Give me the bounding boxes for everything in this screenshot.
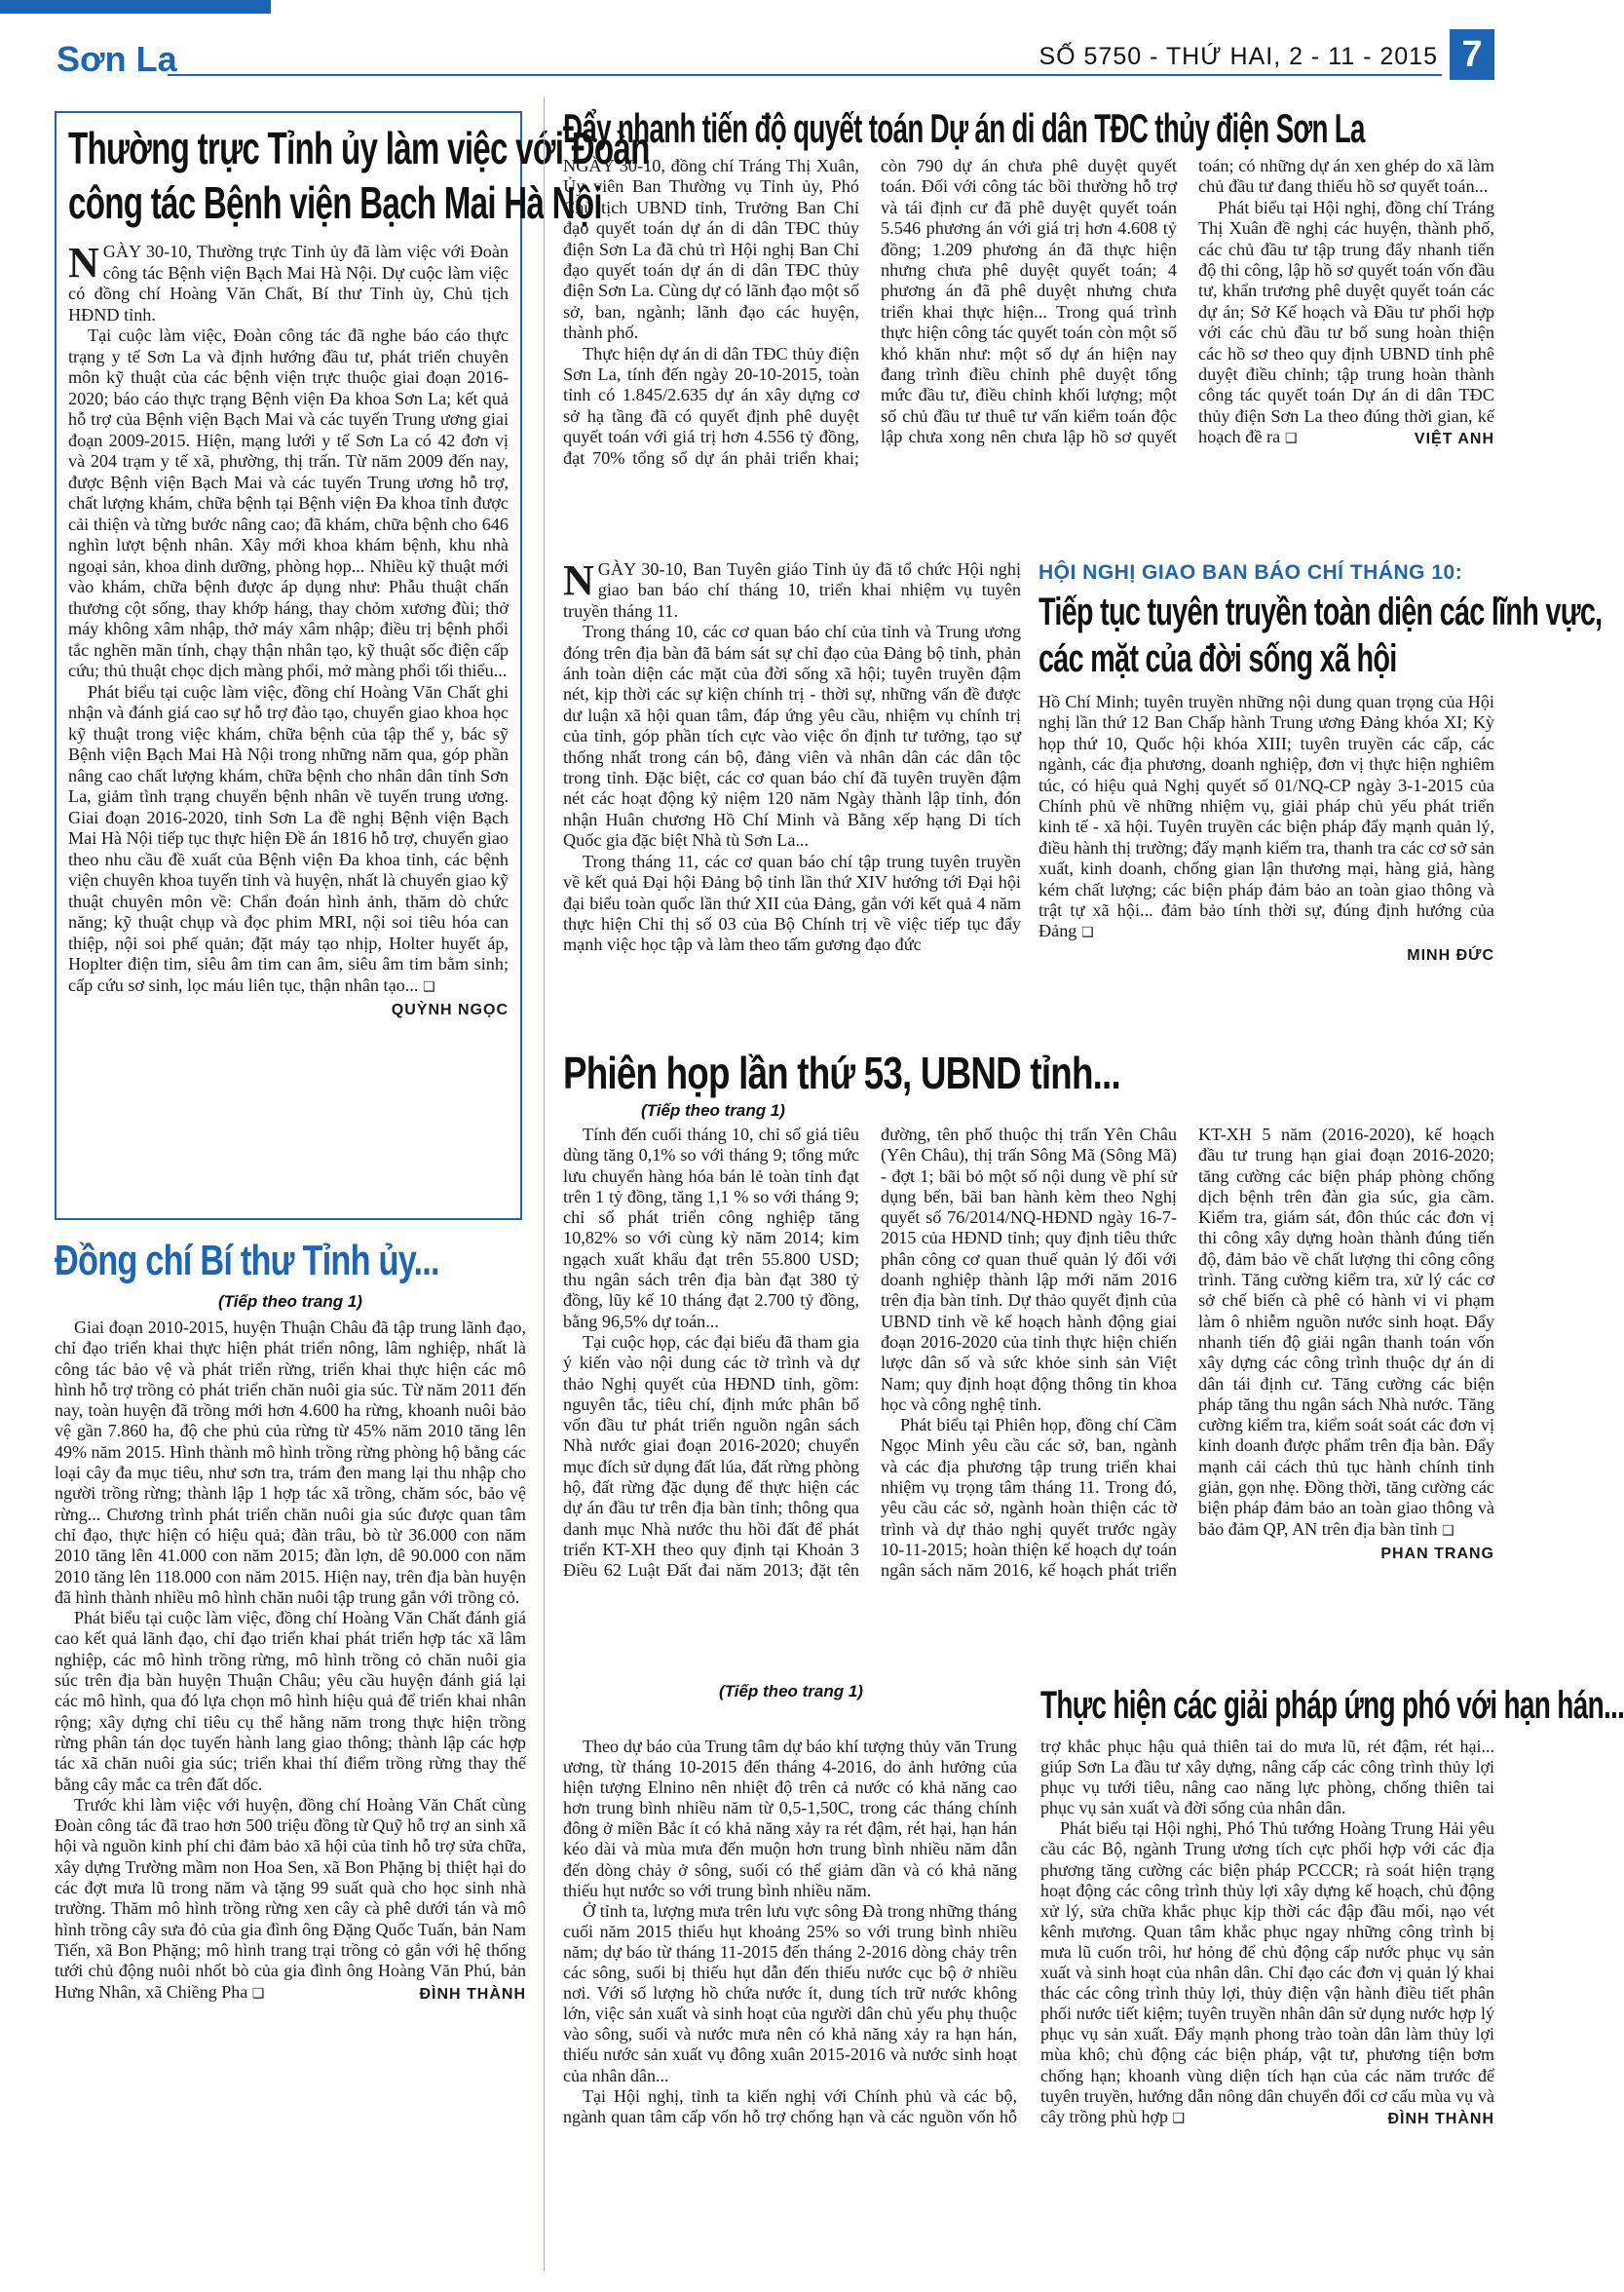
end-square-icon: ❑	[1284, 431, 1298, 447]
author-byline: VIỆT ANH	[1414, 431, 1494, 448]
paragraph: Giai đoạn 2010-2015, huyện Thuận Châu đã tập trung lãnh đạo, chỉ đạo triển khai thực hiện phát triển nông, lâm nghiệp, nhất là công tác bảo vệ và phát triển rừng, triển khai thực hiện các mô hình hỗ trợ trồng cỏ phát triển chăn nuôi gia súc. Từ năm 2011 đến nay, toàn huyện đã trồng mới hơn 4.600 ha rừng, khoanh nuôi bảo vệ gần 7.860 ha, độ che phủ của rừng từ 45% năm 2010 tăng lên 49% năm 2015. Hình thành mô hình trồng rừng phòng hộ bằng các loại cây đa mục tiêu, như sơn tra, trám đen mang lại thu nhập cho người trồng rừng; thành lập 1 hợp tác xã trồng, chăm sóc, bảo vệ rừng... Chương trình phát triển chăn nuôi gia súc được quan tâm chỉ đạo, thực hiện có hiệu quả; đàn trâu, bò từ 36.000 con năm 2010 tăng lên 41.000 con năm 2015; đàn lợn, dê 90.000 con năm 2010 tăng lên 118.000 con năm 2015. Hiện nay, trên địa bàn huyện đã hình thành nhiều mô hình chăn nuôi tập trung gắn với trồng cỏ.	[55, 1318, 526, 1607]
article-quyet-toan	[563, 101, 1494, 573]
author-byline: MINH ĐỨC	[1407, 946, 1494, 964]
paragraph: Thực hiện dự án di dân TĐC thủy điện Sơn La, tính đến ngày 20-10-2015, toàn tỉnh có 1.845/2.635 dự án xây dựng cơ sở hạ tầng đã có quyết định phê duyệt quyết toán với giá trị hơn 4.556 tỷ đồng, đạt 70% tổng số dự án phải triển khai; còn 790 dự án chưa phê duyệt quyết toán. Đối với công tác bồi thường hỗ trợ và tái định cư đã phê duyệt quyết toán 5.546 phương án với giá trị hơn 4.608 tỷ đồng; 1.209 phương án đã thực hiện nhưng chưa phê duyệt quyết toán; 4 phương án đã phê duyệt nhưng chưa triển khai thực hiện... Trong quá trình thực hiện công tác quyết toán còn một số khó khăn như: một số dự án hiện nay đang trình điều chỉnh phê duyệt tổng mức đầu tư, điều chỉnh khối lượng; một số chủ đầu tư thuê tư vấn kiểm toán độc lập chưa xong nên chưa lập hồ sơ quyết toán; có những dự án xen ghép do xã làm chủ đầu tư đang thiếu hồ sơ quyết toán...	[563, 156, 1494, 468]
column-divider	[544, 97, 545, 2271]
article-phien-hop	[563, 1045, 1494, 1662]
paragraph: NGÀY 30-10, Thường trực Tỉnh ủy đã làm việc với Đoàn công tác Bệnh viện Bạch Mai Hà Nội. Dự cuộc làm việc có đồng chí Hoàng Văn Chất, Bí thư Tỉnh ủy, Chủ tịch HĐND tỉnh.	[68, 239, 509, 325]
author-line	[1039, 944, 1494, 966]
article-body	[563, 1737, 1494, 2129]
paragraph: Trong tháng 11, các cơ quan báo chí tập trung tuyên truyền về kết quả Đại hội Đảng bộ tỉnh lần thứ XIV hướng tới Đại hội đại biểu toàn quốc lần thứ XII của Đảng, gắn với kết quả 4 năm thực hiện Chỉ thị số 03 của Bộ Chính trị về việc tiếp tục đẩy mạnh việc học tập và làm theo tấm gương đạo đức	[563, 851, 1021, 955]
paragraph: Trước khi làm việc với huyện, đồng chí Hoàng Văn Chất cùng Đoàn công tác đã trao hơn 500 triệu đồng từ Quỹ hỗ trợ an sinh xã hội và nguồn kinh phí chi đảm bảo xã hội của tỉnh hỗ trợ sửa chữa, xây dựng Trường mầm non Hoa Sen, xã Bon Phặng bị thiệt hại do các đợt mưa lũ trong năm và tặng 99 suất quà cho học sinh nhà trường. Thăm mô hình trồng rừng xen cây cà phê dưới tán và mô hình trồng cây sưa đỏ của gia đình ông Đặng Quốc Tuấn, bản Nam Tiến, xã Bon Phặng; mô hình trang trại trồng cỏ gắn với hệ thống tưới chủ động nuôi nhốt bò của gia đình ông Hoàng Văn Phú, bản Hưng Nhân, xã Chiềng Pha ❑ ĐÌNH THÀNH	[55, 1795, 526, 2005]
paragraph: Tại cuộc họp, các đại biểu đã tham gia ý kiến vào nội dung các tờ trình và dự thảo Nghị quyết của HĐND tỉnh, gồm: nguyên tắc, tiêu chí, định mức phân bổ vốn đầu tư phát triển nguồn ngân sách Nhà nước giai đoạn 2016-2020; chuyển mục đích sử dụng đất lúa, đất rừng phòng hộ, đất rừng đặc dụng để thực hiện các dự án đầu tư trên địa bàn tỉnh; thông qua danh mục Nhà nước thu hồi đất để phát triển KT-XH theo quy định tại Khoản 3 Điều 62 Luật Đất đai năm 2013; đặt tên đường, tên phố thuộc thị trấn Yên Châu (Yên Châu), thị trấn Sông Mã (Sông Mã) - đợt 1; bãi bỏ một số nội dung về phí sử dụng bến, bãi ban hành kèm theo Nghị quyết số 76/2014/NQ-HĐND ngày 16-7-2015 của HĐND tỉnh; quy định tiêu thức phân công cơ quan thuế quản lý đối với doanh nghiệp thành lập mới năm 2016 trên địa bàn tỉnh. Dự thảo quyết định của UBND tỉnh về kế hoạch hành động giai đoạn 2016-2020 của tỉnh thực hiện chiến lược dân số và sức khỏe sinh sản Việt Nam; quy định hoạt động thông tin khoa học và công nghệ tỉnh.	[563, 1125, 1177, 1581]
article-body	[563, 556, 1021, 956]
paragraph: Phát biểu tại Hội nghị, đồng chí Tráng Thị Xuân đề nghị các huyện, thành phố, các chủ đầu tư tập trung đẩy nhanh tiến độ thi công, lập hồ sơ quyết toán vốn đầu tư, khẩn trương phê duyệt quyết toán các dự án; Sở Kế hoạch và Đầu tư phối hợp với các chủ đầu tư bổ sung hoàn thiện các hồ sơ theo quy định UBND tỉnh phê duyệt điều chỉnh; tập trung hoàn thành công tác quyết toán Dự án di dân TĐC thủy điện Sơn La theo đúng thời gian, kế hoạch đề ra ❑ VIỆT ANH	[1198, 198, 1494, 450]
section-name: Sơn La	[57, 39, 177, 79]
paragraph: Theo dự báo của Trung tâm dự báo khí tượng thủy văn Trung ương, từ tháng 10-2015 đến tháng 4-2016, do ảnh hưởng của hiện tượng Elnino nên nhiệt độ trên cả nước có khả năng cao hơn trung bình nhiều năm từ 0,5-1,50C, trong các tháng chính đông ở miền Bắc ít có khả năng xảy ra rét đậm, rét hại, hạn hán kéo dài và mùa mưa đến muộn hơn trung bình nhiều năm dẫn đến dòng chảy ở sông, suối có thể giảm dần và có khả năng thiếu hụt nước so với trung bình nhiều năm.	[563, 1737, 1017, 1900]
paragraph: NGÀY 30-10, đồng chí Tráng Thị Xuân, Ủy viên Ban Thường vụ Tỉnh ủy, Phó Chủ tịch UBND tỉnh, Trưởng Ban Chỉ đạo quyết toán dự án di dân TĐC thủy điện Sơn La đã chủ trì Hội nghị Ban Chỉ đạo quyết toán dự án di dân TĐC thủy điện Sơn La. Cùng dự có lãnh đạo một số sở, ban, ngành; lãnh đạo các huyện, thành phố.	[563, 156, 859, 343]
article-header	[563, 1672, 1624, 1737]
top-color-strip	[0, 0, 271, 14]
paragraph: Trong tháng 10, các cơ quan báo chí của tỉnh và Trung ương đóng trên địa bàn đã bám sát sự chỉ đạo của Đảng bộ tỉnh, phản ánh toàn diện các mặt của đời sống xã hội; tuyên truyền đậm nét, kịp thời các sự kiện chính trị - thời sự, những vấn đề được dư luận xã hội quan tâm, đáp ứng yêu cầu, nhiệm vụ chính trị của tỉnh, góp phần tích cực vào việc ổn định tư tưởng, tạo sự thống nhất trong cán bộ, đảng viên và nhân dân các dân tộc trong tỉnh. Đặc biệt, các cơ quan báo chí đã tuyên truyền đậm nét các hoạt động kỷ niệm 120 năm Ngày thành lập tỉnh, đón nhận Huân chương Hồ Chí Minh và Bằng xếp hạng Di tích Quốc gia đặc biệt Nhà tù Sơn La...	[563, 622, 1021, 851]
article-bao-chi-left	[563, 556, 1021, 1033]
author-byline: PHAN TRANG	[1380, 1545, 1494, 1562]
article-body	[55, 1318, 526, 2005]
paragraph: Tính đến cuối tháng 10, chỉ số giá tiêu dùng tăng 0,1% so với tháng 9; tổng mức lưu chuyển hàng hóa bán lẻ toàn tỉnh đạt trên 1 tỷ đồng, tăng 1,1 % so với tháng 9; chỉ số phát triển công nghiệp tăng 10,82% so với cùng kỳ năm 2014; kim ngạch xuất khẩu đạt trên 55.800 USD; thu ngân sách trên địa bàn đạt 380 tỷ đồng, lũy kế 10 tháng đạt 2.700 tỷ đồng, bằng 96,5% dự toán...	[563, 1125, 859, 1331]
article-title: Phiên họp lần thứ 53, UBND tỉnh...	[563, 1048, 1120, 1098]
author-byline: QUỲNH NGỌC	[391, 1002, 509, 1018]
article-han-han	[563, 1672, 1624, 2273]
paragraph: Phát biểu tại cuộc làm việc, đồng chí Hoàng Văn Chất đánh giá cao kết quả lãnh đạo, chỉ đạo triển khai phát triển hợp tác xã lâm nghiệp, các mô hình trồng rừng, mô hình trồng cỏ chăn nuôi gia súc trên địa bàn huyện Thuận Châu; yêu cầu huyện đánh giá lại các mô hình, qua đó lựa chọn mô hình hiệu quả để triển khai nhân rộng; xây dựng chỉ tiêu cụ thể hằng năm trong thực hiện trồng rừng phân tán dọc tuyến hành lang giao thông; thành lập các hợp tác xã chăn nuôi gia súc; triển khai thí điểm trồng rừng thay thế bằng cây mắc ca trên đất dốc.	[55, 1608, 526, 1794]
article-title: Đồng chí Bí thư Tỉnh ủy...	[55, 1237, 439, 1284]
end-square-icon: ❑	[1080, 925, 1094, 941]
article-body	[68, 239, 509, 1018]
end-square-icon: ❑	[251, 1985, 265, 2002]
paragraph: Phát biểu tại Phiên họp, đồng chí Cầm Ngọc Minh yêu cầu các sở, ban, ngành và các địa phương tập trung triển khai nhiệm vụ trọng tâm tháng 11. Trong đó, yêu cầu các sở, ngành hoàn thiện các tờ trình và dự thảo nghị quyết trước ngày 10-11-2015; hoàn thiện kế hoạch dự toán ngân sách năm 2016, kế hoạch phát triển KT-XH 5 năm (2016-2020), kế hoạch đầu tư trung hạn giai đoạn 2016-2020; tăng cường các biện pháp phòng chống dịch bệnh trên đàn gia súc, gia cầm. Kiểm tra, giám sát, đôn thúc các đơn vị thi công xây dựng hoàn thành đúng tiến độ, đảm bảo về chất lượng thi công công trình. Tăng cường kiểm tra, xử lý các cơ sở chế biến cà phê có hành vi vi phạm làm ô nhiễm nguồn nước sinh hoạt. Đẩy nhanh tiến độ giải ngân thanh toán vốn xây dựng các công trình thuộc dự án di dân tái định cư. Tăng cường các biện pháp tăng thu ngân sách Nhà nước. Tăng cường kiểm tra, kiểm soát soát các đơn vị kinh doanh được phẩm trên địa bàn. Đẩy mạnh cải cách thủ tục hành chính tinh giản, gọn nhẹ. Đồng thời, tăng cường các biện pháp đảm bảo an toàn giao thông và bảo đảm QP, AN trên địa bàn tỉnh ❑ PHAN TRANG	[881, 1125, 1494, 1581]
continued-from: (Tiếp theo trang 1)	[641, 1101, 785, 1120]
paragraph: Hồ Chí Minh; tuyên truyền những nội dung quan trọng của Hội nghị lần thứ 12 Ban Chấp hành Trung ương Đảng khóa XI; Kỳ họp thứ 10, Quốc hội khóa XIII; tuyên truyền các cấp, các ngành, các địa phương, doanh nghiệp, đơn vị thực hiện nghiêm túc, có hiệu quả Nghị quyết số 01/NQ-CP ngày 3-1-2015 của Chính phủ về những nhiệm vụ, giải pháp chủ yếu phát triển kinh tế - xã hội. Tuyên truyền các biện pháp đẩy mạnh quản lý, điều hành thị trường; đẩy mạnh kiểm tra, thanh tra các cơ sở sản xuất, kinh doanh, chống gian lận thương mại, hàng giả, hàng kém chất lượng; các biện pháp đảm bảo an toàn giao thông và trật tự xã hội... đảm bảo tính thời sự, đúng định hướng của Đảng ❑	[1039, 692, 1494, 941]
issue-info: SỐ 5750 - THỨ HAI, 2 - 11 - 2015	[1039, 43, 1438, 70]
end-square-icon: ❑	[1442, 1522, 1454, 1539]
paragraph: NGÀY 30-10, Ban Tuyên giáo Tỉnh ủy đã tổ chức Hội nghị giao ban báo chí tháng 10, triển khai nhiệm vụ tuyên truyền tháng 11.	[563, 556, 1021, 621]
paragraph: Ở tỉnh ta, lượng mưa trên lưu vực sông Đà trong những tháng cuối năm 2015 thiếu hụt khoảng 25% so với trung bình nhiều năm; dự báo từ tháng 11-2015 đến tháng 2-2016 dòng chảy trên các sông, suối bị thiếu hụt dẫn đến thiếu nước cục bộ ở nhiều nơi. Với số lượng hồ chứa nước ít, dung tích trữ nước không lớn, việc sản xuất và sinh hoạt của người dân chủ yếu phụ thuộc vào sông, suối và nước mưa nên có khả năng xảy ra hạn hán, thiếu nước sản xuất vụ đông xuân 2015-2016 và nước sinh hoạt của nhân dân...	[563, 1900, 1017, 2085]
article-kicker: HỘI NGHỊ GIAO BAN BÁO CHÍ THÁNG 10:	[1039, 561, 1463, 584]
article-body	[1039, 692, 1494, 966]
article-benh-vien	[55, 111, 650, 1220]
page-number: 7	[1450, 29, 1494, 80]
article-title: Thực hiện các giải pháp ứng phó với hạn hán...	[1040, 1684, 1624, 1727]
article-title: Thường trực Tỉnh ủy làm việc với Đoàn công tác Bệnh viện Bạch Mai Hà Nội	[68, 123, 650, 228]
article-bi-thu	[55, 1234, 526, 2273]
article-body	[563, 156, 1494, 469]
paragraph: Phát biểu tại Hội nghị, Phó Thủ tướng Hoàng Trung Hải yêu cầu các Bộ, ngành Trung ương tích cực phối hợp với các địa phương tăng cường các biện pháp PCCCR; rà soát hiện trạng hoạt động các công trình thủy lợi xây dựng kế hoạch, chủ động xử lý, sửa chữa khắc phục kịp thời các đập đầu mối, nạo vét kênh mương. Quan tâm khắc phục ngay những công trình bị mưa lũ cuốn trôi, hư hỏng để chủ động cấp nước phục vụ sản xuất và sinh hoạt của nhân dân. Chỉ đạo các đơn vị quản lý khai thác các công trình thủy lợi, thủy điện vận hành điều tiết phân phối nước tiết kiệm; tuyên truyền nhân dân sử dụng nước hợp lý phục vụ sản xuất. Đẩy mạnh phong trào toàn dân làm thủy lợi mùa khô; chủ động các biện pháp, vật tư, phương tiện bơm chống hạn; khoanh vùng diện tích hạn của các năm trước để tuyên truyền, hướng dẫn nông dân chuyển đổi cơ cấu mùa vụ và cây trồng phù hợp ❑ ĐÌNH THÀNH	[1040, 1818, 1494, 2128]
paragraph: Tại Hội nghị, tỉnh ta kiến nghị với Chính phủ và các bộ, ngành quan tâm cấp vốn hỗ trợ chống hạn và các nguồn vốn hỗ trợ khắc phục hậu quả thiên tai do mưa lũ, rét đậm, rét hại... giúp Sơn La đầu tư xây dựng, nâng cấp các công trình thủy lợi phục vụ tưới tiêu, nâng cao năng lực phòng, chống thiên tai phục vụ sản xuất và đời sống của nhân dân.	[563, 1737, 1494, 2126]
paragraph: Tại cuộc làm việc, Đoàn công tác đã nghe báo cáo thực trạng y tế Sơn La và định hướng đầu tư, phát triển chuyên môn kỹ thuật của các bệnh viện trực thuộc giai đoạn 2016-2020; báo cáo thực trạng Bệnh viện Đa khoa Sơn La; kết quả hỗ trợ của Bệnh viện Bạch Mai và các tuyến Trung ương giai đoạn 2009-2015. Hiện, mạng lưới y tế Sơn La có 42 đơn vị và 204 trạm y tế xã, phường, thị trấn. Từ năm 2009 đến nay, được Bệnh viện Bạch Mai và các tuyến Trung ương hỗ trợ, chất lượng khám, chữa bệnh tại Bệnh viện Đa khoa tỉnh được cải thiện và từng bước nâng cao; đã khám, chữa bệnh cho 646 nghìn lượt bệnh nhân. Xây mới khoa khám bệnh, khu nhà ngoại sản, khoa dinh dưỡng, phòng họp... Nhiều kỹ thuật mới vào khám, chữa bệnh được áp dụng như: Phẫu thuật chấn thương cột sống, thay khớp háng, thay chỏm xương đùi; thở máy không xâm nhập, thở máy xâm nhập; điều trị bệnh phổi tắc nghẽn mãn tính, chạy thận nhân tạo, kỹ thuật sốc điện cấp cứu; thủ thuật chọc dịch màng phổi, mở màng phổi tối thiểu...	[68, 325, 509, 680]
paragraph: Phát biểu tại cuộc làm việc, đồng chí Hoàng Văn Chất ghi nhận và đánh giá cao sự hỗ trợ đào tạo, chuyển giao khoa học kỹ thuật trong việc khám, chữa bệnh của tập thể y, bác sỹ Bệnh viện Bạch Mai Hà Nội trong những năm qua, góp phần nâng cao chất lượng khám, chữa bệnh cho nhân dân tỉnh Sơn La, giảm tình trạng chuyển bệnh nhân về tuyến trung ương. Giai đoạn 2016-2020, tỉnh Sơn La đề nghị Bệnh viện Bạch Mai Hà Nội tiếp tục thực hiện Đề án 1816 hỗ trợ, chuyển giao theo nhu cầu đề xuất của Bệnh viện Đa khoa tỉnh, các bệnh viện chuyên khoa tuyến tỉnh và huyện, nhất là chuyển giao kỹ thuật chuyên môn về: Chẩn đoán hình ảnh, thăm dò chức năng; kỹ thuật chụp và đọc phim MRI, nội soi tiêu hóa can thiệp, nội soi phế quản; đặt máy tạo nhịp, Holter huyết áp, Hoplter điện tim, siêu âm tim can âm, siêu âm tim bằm sinh; cấp cứu sơ sinh, lọc máu liên tục, thận nhân tạo... ❑ QUỲNH NGỌC	[68, 682, 509, 999]
article-body	[563, 1125, 1494, 1582]
author-byline: ĐÌNH THÀNH	[419, 1985, 526, 2003]
article-title: Đẩy nhanh tiến độ quyết toán Dự án di dân TĐC thủy điện Sơn La	[563, 105, 1365, 151]
end-square-icon: ❑	[422, 978, 435, 995]
article-title: Tiếp tục tuyên truyền toàn diện các lĩnh vực, các mặt của đời sống xã hội	[1039, 591, 1603, 680]
article-bao-chi-right	[1039, 561, 1603, 1035]
continued-from: (Tiếp theo trang 1)	[218, 1292, 362, 1311]
author-byline: ĐÌNH THÀNH	[1387, 2110, 1494, 2127]
end-square-icon: ❑	[1172, 2110, 1186, 2126]
continued-from: (Tiếp theo trang 1)	[719, 1682, 863, 1700]
header-rule	[168, 74, 1442, 76]
